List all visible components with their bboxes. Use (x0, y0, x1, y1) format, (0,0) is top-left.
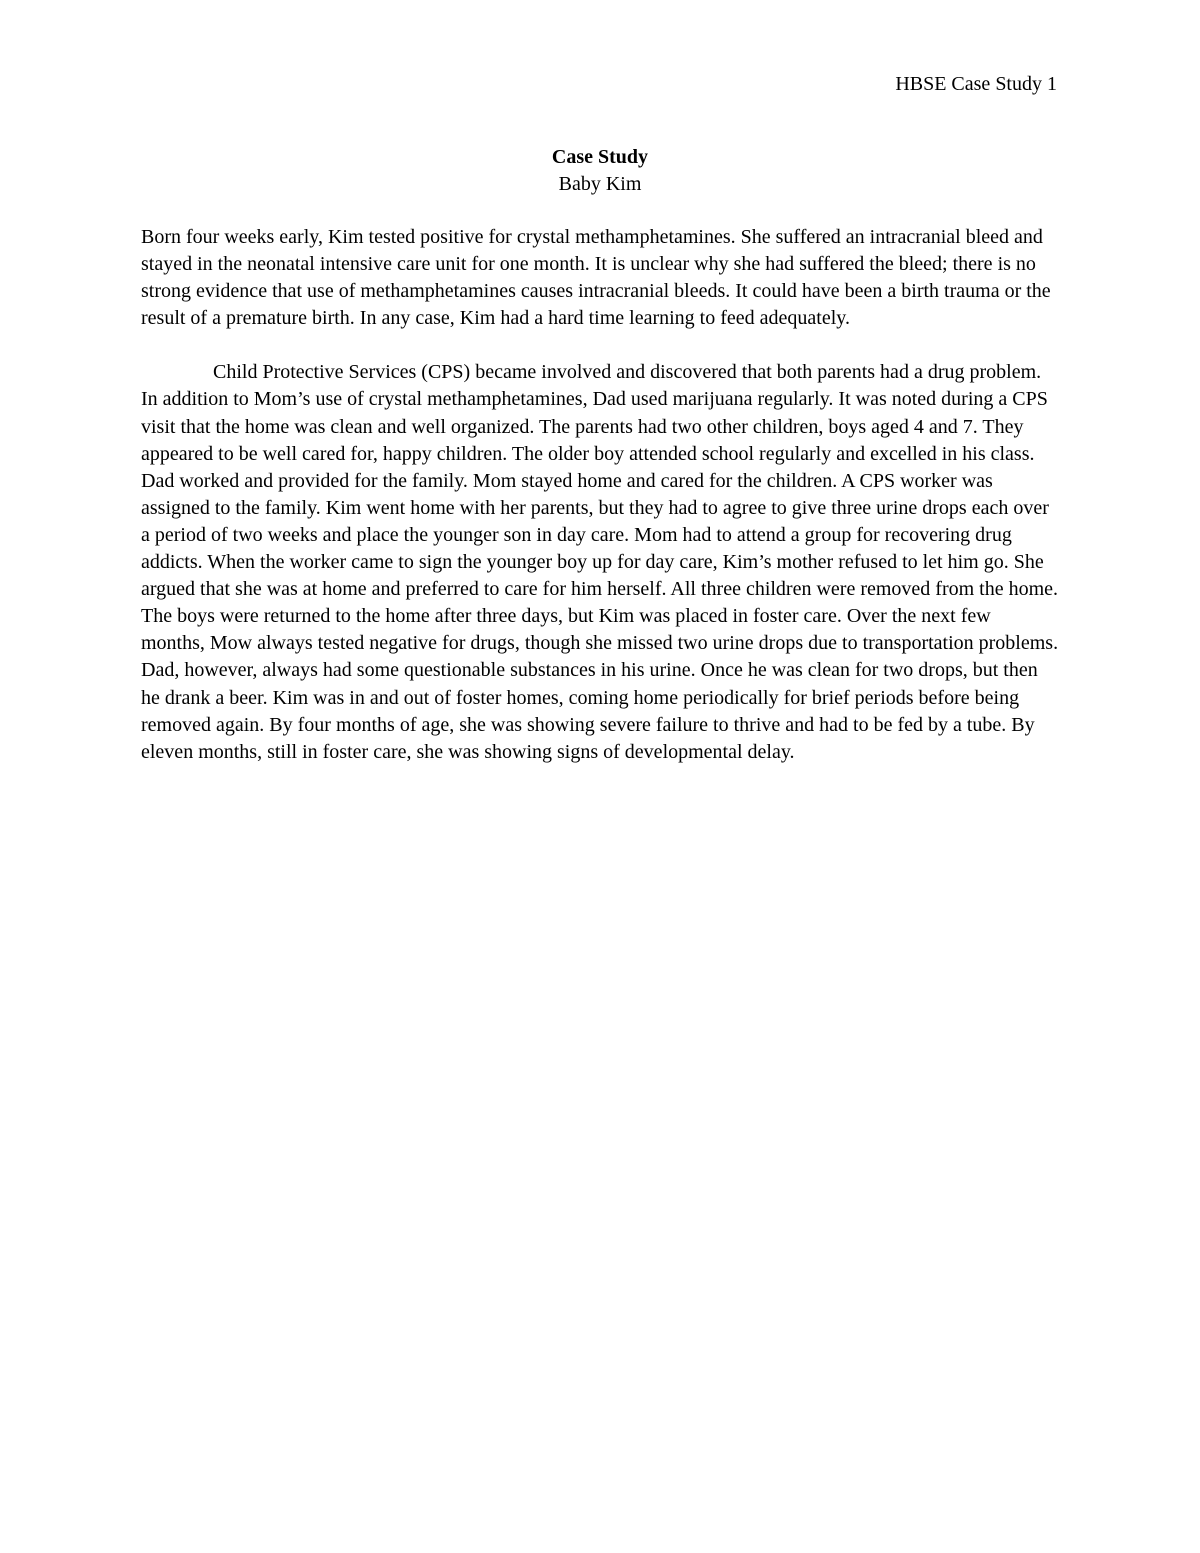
document-body (141, 224, 1059, 766)
paragraph: Child Protective Services (CPS) became involved and discovered that both parents had a drug problem. In addition to Mom’s use of crystal methamphetamines, Dad used marijuana regularly. It was noted during a CPS visit that the home was clean and well organized. The parents had two other children, boys aged 4 and 7. They appeared to be well cared for, happy children. The older boy attended school regularly and excelled in his class. Dad worked and provided for the family. Mom stayed home and cared for the children. A CPS worker was assigned to the family. Kim went home with her parents, but they had to agree to give three urine drops each over a period of two weeks and place the younger son in day care. Mom had to attend a group for recovering drug addicts. When the worker came to sign the younger boy up for day care, Kim’s mother refused to let him go. She argued that she was at home and preferred to care for him herself. All three children were removed from the home. The boys were returned to the home after three days, but Kim was placed in foster care. Over the next few months, Mow always tested negative for drugs, though she missed two urine drops due to transportation problems. Dad, however, always had some questionable substances in his urine. Once he was clean for two drops, but then he drank a beer. Kim was in and out of foster homes, coming home periodically for brief periods before being removed again. By four months of age, she was showing severe failure to thrive and had to be fed by a tube. By eleven months, still in foster care, she was showing signs of developmental delay. (141, 361, 1059, 763)
title-block (141, 144, 1059, 198)
document-title: Case Study (551, 146, 649, 168)
paragraph: Born four weeks early, Kim tested positive for crystal methamphetamines. She suffered an intracranial bleed and stayed in the neonatal intensive care unit for one month. It is unclear why she had suffered the bleed; there is no strong evidence that use of methamphetamines causes intracranial bleeds. It could have been a birth trauma or the result of a premature birth. In any case, Kim had a hard time learning to feed adequately. (141, 226, 1051, 330)
document-subtitle: Baby Kim (558, 173, 642, 195)
running-head: HBSE Case Study 1 (895, 73, 1057, 95)
